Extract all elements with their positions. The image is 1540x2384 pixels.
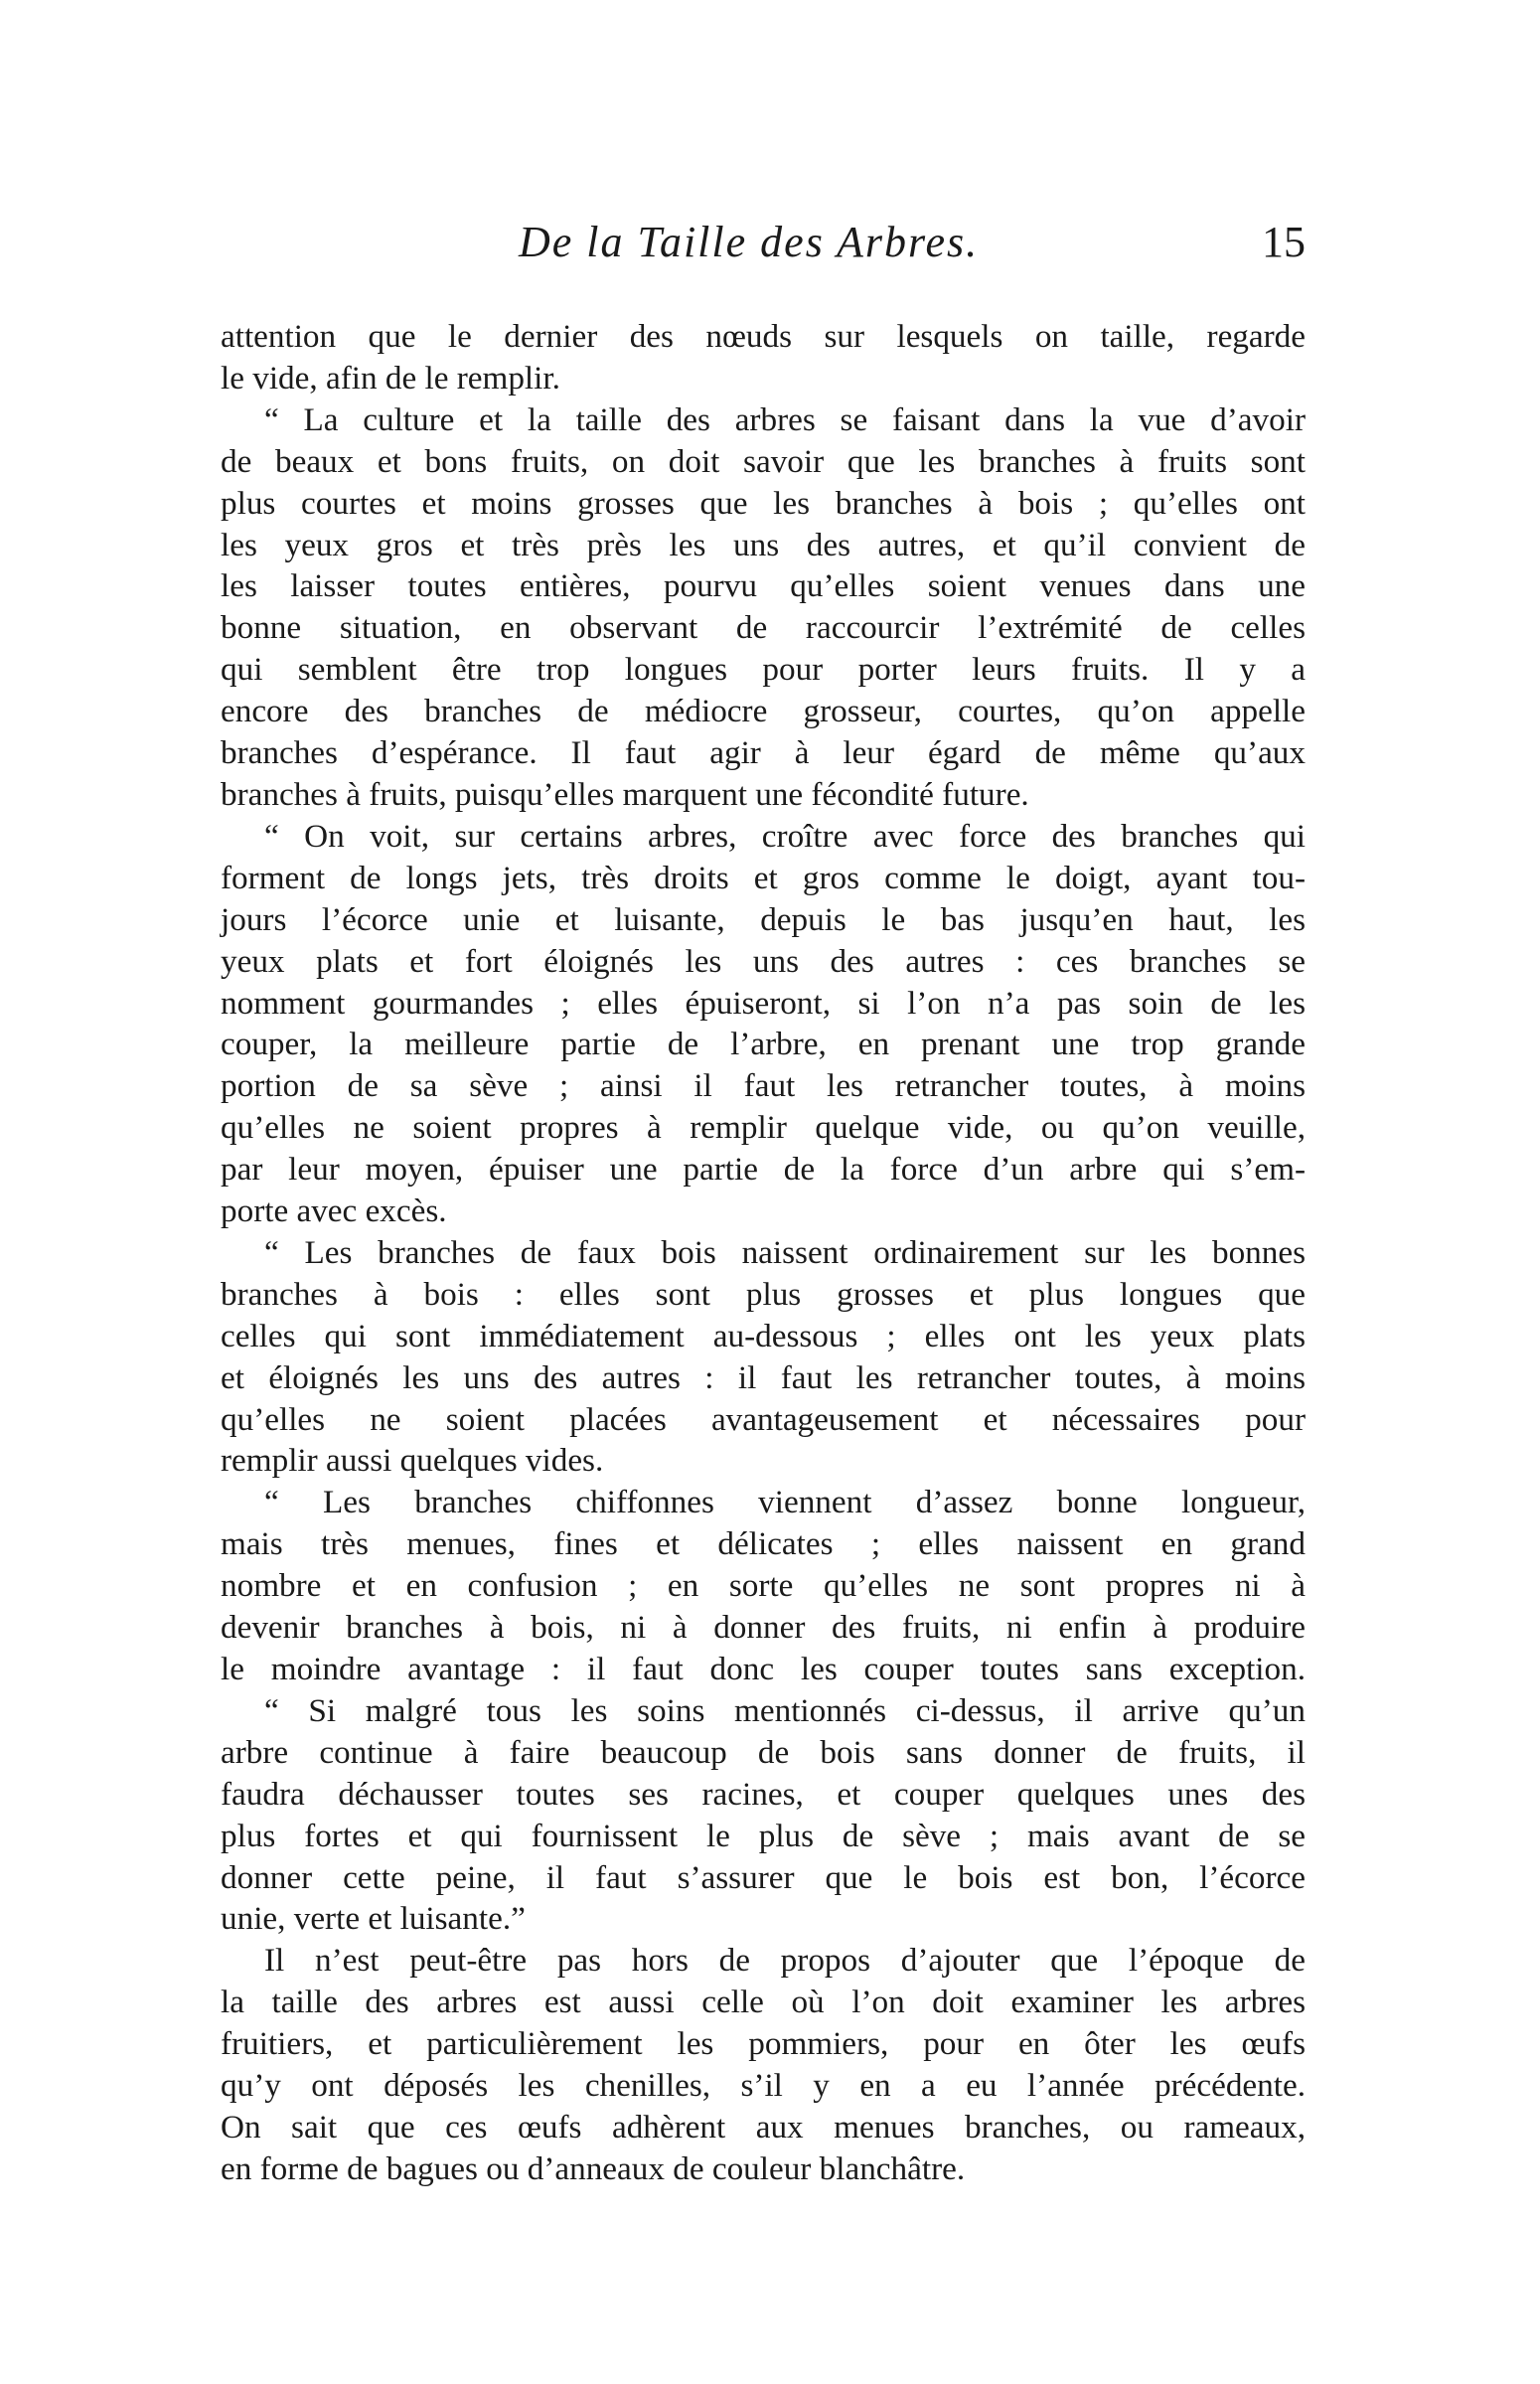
text-line: On sait que ces œufs adhèrent aux menues branches, ou rameaux, xyxy=(221,2108,1306,2146)
text-line: qui semblent être trop longues pour porter leurs fruits. Il y a xyxy=(221,651,1306,689)
text-line: qu’elles ne soient placées avantageusement et nécessaires pour xyxy=(221,1400,1306,1438)
body-text xyxy=(221,316,1306,2190)
text-line: couper, la meilleure partie de l’arbre, en prenant une trop grande xyxy=(221,1026,1306,1063)
text-line: “ Si malgré tous les soins mentionnés ci-dessus, il arrive qu’un xyxy=(264,1691,1306,1729)
text-line: portion de sa sève ; ainsi il faut les retrancher toutes, à moins xyxy=(221,1067,1306,1105)
text-line: “ Les branches chiffonnes viennent d’assez bonne longueur, xyxy=(264,1484,1306,1521)
text-line: branches à fruits, puisqu’elles marquent une fécondité future. xyxy=(221,775,1029,813)
text-line: le vide, afin de le remplir. xyxy=(221,359,560,397)
book-page xyxy=(221,217,1306,2190)
text-line: Il n’est peut-être pas hors de propos d’ajouter que l’époque de xyxy=(264,1942,1306,1980)
text-line: les laisser toutes entières, pourvu qu’elles soient venues dans une xyxy=(221,567,1306,605)
text-line: qu’y ont déposés les chenilles, s’il y en a eu l’année précédente. xyxy=(221,2067,1306,2105)
text-line: yeux plats et fort éloignés les uns des autres : ces branches se xyxy=(221,942,1306,980)
text-line: forment de longs jets, très droits et gros comme le doigt, ayant tou- xyxy=(221,859,1306,896)
text-line: remplir aussi quelques vides. xyxy=(221,1442,604,1480)
text-line: donner cette peine, il faut s’assurer que le bois est bon, l’écorce xyxy=(221,1858,1306,1896)
text-line: plus fortes et qui fournissent le plus de sève ; mais avant de se xyxy=(221,1817,1306,1854)
text-line: mais très menues, fines et délicates ; elles naissent en grand xyxy=(221,1525,1306,1563)
text-line: devenir branches à bois, ni à donner des fruits, ni enfin à produire xyxy=(221,1609,1306,1647)
text-line: porte avec excès. xyxy=(221,1192,447,1230)
text-line: bonne situation, en observant de raccourcir l’extrémité de celles xyxy=(221,609,1306,647)
text-line: et éloignés les uns des autres : il faut les retrancher toutes, à moins xyxy=(221,1358,1306,1396)
text-line: en forme de bagues ou d’anneaux de couleur blanchâtre. xyxy=(221,2149,966,2187)
text-line: nomment gourmandes ; elles épuiseront, si l’on n’a pas soin de les xyxy=(221,984,1306,1022)
text-line: nombre et en confusion ; en sorte qu’elles ne sont propres ni à xyxy=(221,1567,1306,1605)
text-line: attention que le dernier des nœuds sur lesquels on taille, regarde xyxy=(221,318,1306,355)
text-line: arbre continue à faire beaucoup de bois sans donner de fruits, il xyxy=(221,1733,1306,1771)
page-number: 15 xyxy=(1262,218,1306,266)
text-line: faudra déchausser toutes ses racines, et couper quelques unes des xyxy=(221,1775,1306,1813)
text-line: de beaux et bons fruits, on doit savoir que les branches à fruits sont xyxy=(221,442,1306,480)
text-line: la taille des arbres est aussi celle où l’on doit examiner les arbres xyxy=(221,1984,1306,2021)
text-line: par leur moyen, épuiser une partie de la force d’un arbre qui s’em- xyxy=(221,1151,1306,1189)
text-line: fruitiers, et particulièrement les pommiers, pour en ôter les œufs xyxy=(221,2025,1306,2063)
running-head xyxy=(221,217,1306,286)
text-line: les yeux gros et très près les uns des autres, et qu’il convient de xyxy=(221,526,1306,563)
text-line: qu’elles ne soient propres à remplir quelque vide, ou qu’on veuille, xyxy=(221,1109,1306,1147)
text-line: le moindre avantage : il faut donc les couper toutes sans exception. xyxy=(221,1651,1306,1687)
text-line: “ La culture et la taille des arbres se faisant dans la vue d’avoir xyxy=(264,400,1306,438)
text-line: jours l’écorce unie et luisante, depuis le bas jusqu’en haut, les xyxy=(221,900,1306,938)
text-line: encore des branches de médiocre grosseur, courtes, qu’on appelle xyxy=(221,693,1306,730)
text-line: “ Les branches de faux bois naissent ordinairement sur les bonnes xyxy=(264,1233,1306,1271)
running-title: De la Taille des Arbres. xyxy=(519,218,980,266)
text-line: branches à bois : elles sont plus grosses et plus longues que xyxy=(221,1275,1306,1313)
text-line: plus courtes et moins grosses que les branches à bois ; qu’elles ont xyxy=(221,484,1306,522)
text-line: celles qui sont immédiatement au-dessous ; elles ont les yeux plats xyxy=(221,1317,1306,1354)
text-line: branches d’espérance. Il faut agir à leur égard de même qu’aux xyxy=(221,734,1306,772)
text-line: “ On voit, sur certains arbres, croître avec force des branches qui xyxy=(264,817,1306,855)
text-line: unie, verte et luisante.” xyxy=(221,1900,526,1938)
